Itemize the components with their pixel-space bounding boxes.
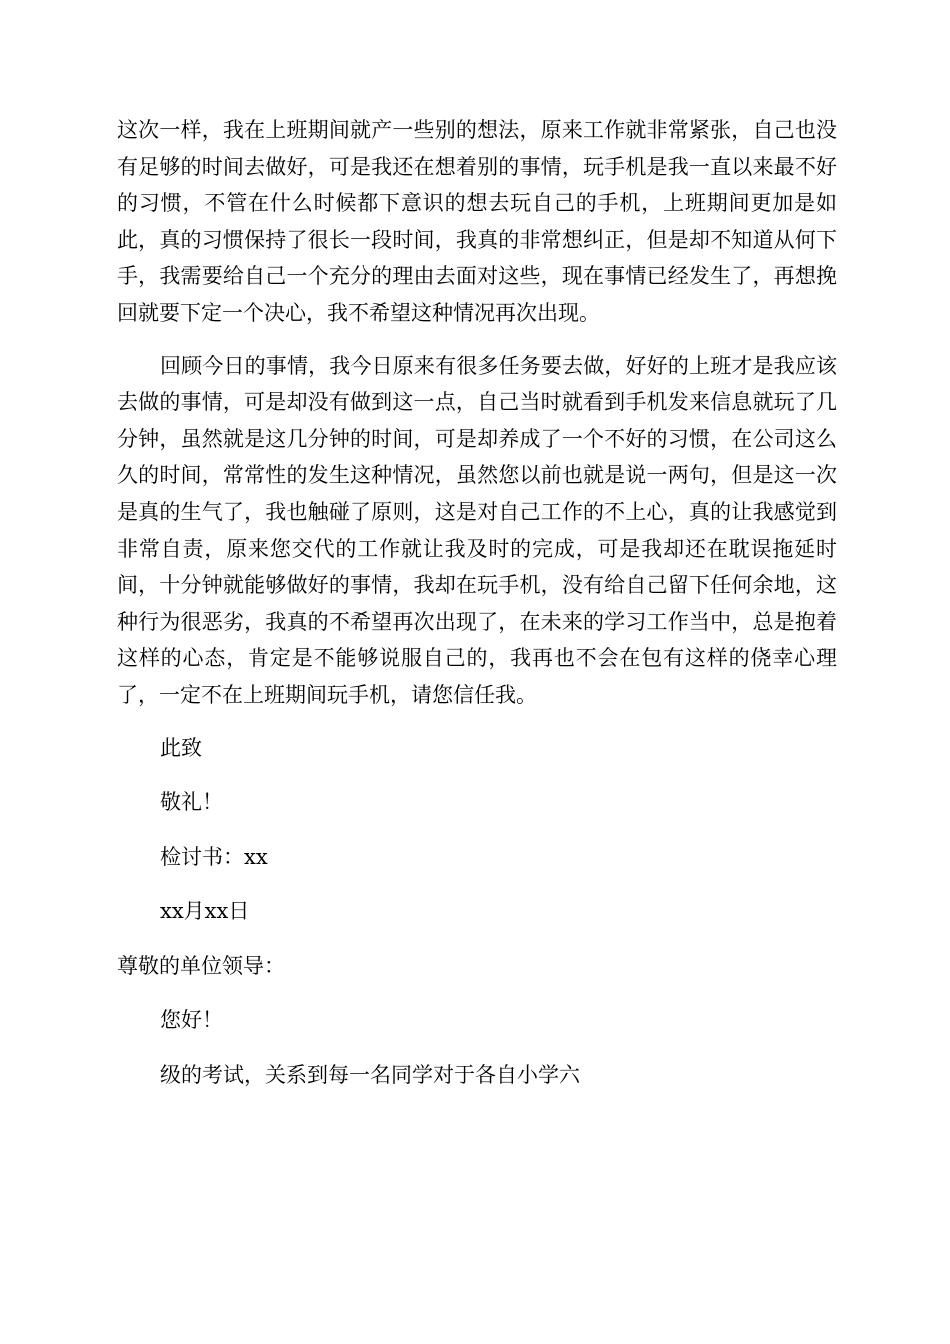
paragraph-2: 回顾今日的事情，我今日原来有很多任务要去做，好好的上班才是我应该去做的事情，可是却没有做到这一点，自己当时就看到手机发来信息就玩了几分钟，虽然就是这几分钟的时间，可是却养成了一个不好的习惯，在公司这么久的时间，常常性的发生这种情况，虽然您以前也就是说一两句，但是这一次是真的生气了，我也触碰了原则，这是对自己工作的不上心，真的让我感觉到非常自责，原来您交代的工作就让我及时的完成，可是我却还在耽误拖延时间，十分钟就能够做好的事情，我却在玩手机，没有给自己留下任何余地，这种行为很恶劣，我真的不希望再次出现了，在未来的学习工作当中，总是抱着这样的心态，肯定是不能够说服自己的，我再也不会在包有这样的侥幸心理了，一定不在上班期间玩手机，请您信任我。 [117, 353, 837, 707]
document-page [117, 112, 837, 1093]
salute-line: 敬礼！ [160, 790, 223, 814]
hello-line: 您好！ [160, 1008, 223, 1032]
date-line: xx月xx日 [160, 899, 250, 923]
signature-line: 检讨书：xx [160, 844, 268, 869]
paragraph-1: 这次一样，我在上班期间就产一些别的想法，原来工作就非常紧张，自己也没有足够的时间去做好，可是我还在想着别的事情，玩手机是我一直以来最不好的习惯，不管在什么时候都下意识的想去玩自己的手机，上班期间更加是如此，真的习惯保持了很长一段时间，我真的非常想纠正，但是却不知道从何下手，我需要给自己一个充分的理由去面对这些，现在事情已经发生了，再想挽回就要下定一个决心，我不希望这种情况再次出现。 [117, 118, 837, 325]
greeting-line: 尊敬的单位领导： [117, 953, 285, 978]
closing-line: 此致 [160, 735, 202, 760]
body-fragment-line: 级的考试，关系到每一名同学对于各自小学六 [160, 1062, 580, 1087]
